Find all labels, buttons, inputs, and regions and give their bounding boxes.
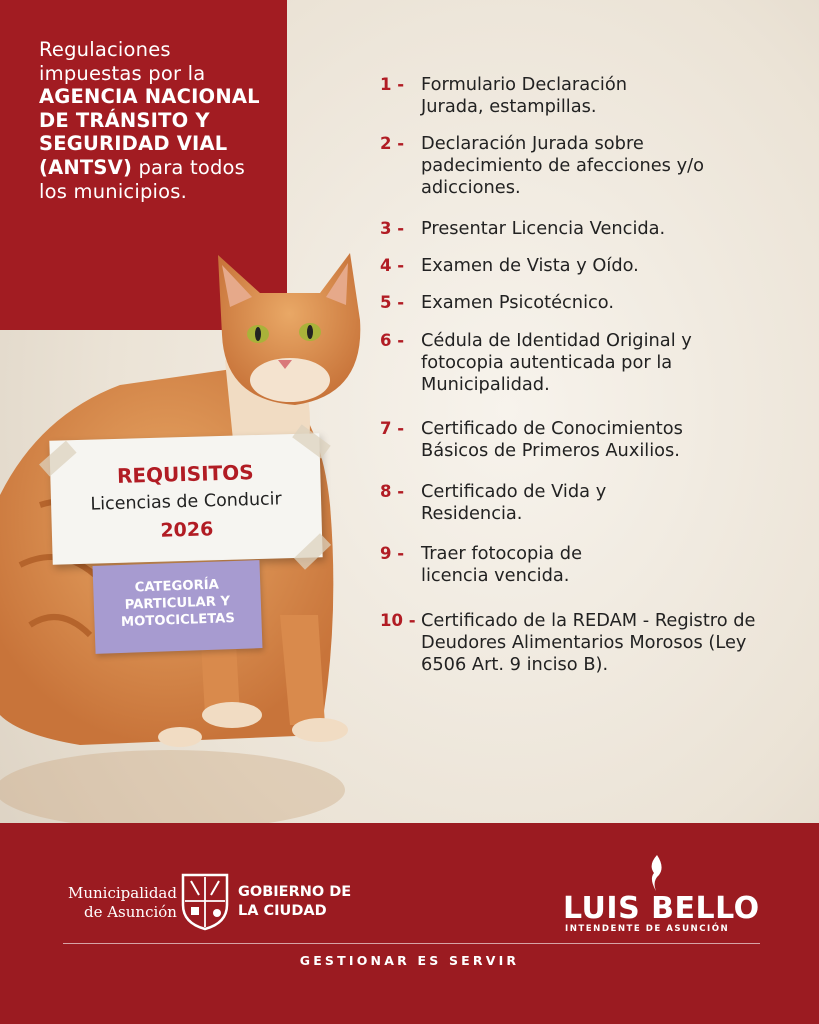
municipality-name (68, 884, 177, 922)
requirement-text: Presentar Licencia Vencida. (421, 218, 666, 239)
requirement-item (380, 418, 780, 462)
requirement-text: Certificado de la REDAM - Registro de Deudores Alimentarios Morosos (Ley 6506 Art. 9 inciso B). (421, 610, 756, 675)
footer (0, 823, 819, 1024)
note-subtitle: Licencias de Conducir (90, 489, 282, 515)
note-year: 2026 (160, 518, 214, 542)
slogan: GESTIONAR ES SERVIR (299, 953, 520, 968)
requirement-item (380, 133, 780, 199)
requirement-number: 10 - (380, 611, 416, 630)
flame-icon (646, 853, 668, 893)
requirement-text: Formulario Declaración Jurada, estampillas. (421, 74, 627, 117)
requirement-number: 9 - (380, 544, 405, 563)
coat-of-arms-icon (179, 871, 231, 931)
intro-line-b: para todos los municipios. (39, 155, 246, 203)
note-title: REQUISITOS (116, 460, 254, 488)
requirement-text: Declaración Jurada sobre padecimiento de afecciones y/o adicciones. (421, 133, 704, 198)
requirement-number: 3 - (380, 219, 405, 238)
requirement-number: 2 - (380, 134, 405, 153)
requirement-text: Certificado de Conocimientos Básicos de Primeros Auxilios. (421, 418, 683, 461)
requirement-number: 1 - (380, 75, 405, 94)
requirement-item (380, 481, 780, 525)
gov-line1: GOBIERNO DE (238, 884, 352, 900)
intro-line-a: Regulaciones impuestas por la (39, 38, 206, 85)
requirement-text: Certificado de Vida y Residencia. (421, 481, 607, 524)
requirement-number: 7 - (380, 419, 405, 438)
requirement-number: 5 - (380, 293, 405, 312)
requirement-text: Cédula de Identidad Original y fotocopia autenticada por la Municipalidad. (421, 330, 692, 395)
requirement-item (380, 255, 780, 277)
requirement-item (380, 610, 780, 676)
requirement-item (380, 292, 780, 314)
requirement-text: Examen de Vista y Oído. (421, 255, 639, 276)
intro-text (39, 38, 267, 203)
requirement-number: 6 - (380, 331, 405, 350)
agency-name: AGENCIA NACIONAL DE TRÁNSITO Y SEGURIDAD VIAL (ANTSV) (39, 85, 260, 179)
requirement-text: Traer fotocopia de licencia vencida. (421, 543, 583, 586)
requirements-note (49, 433, 322, 564)
brand-subtitle: INTENDENTE DE ASUNCIÓN (565, 924, 730, 934)
city-government-name (238, 883, 351, 921)
municipality-line1: Municipalidad (68, 884, 177, 902)
footer-divider (63, 943, 760, 944)
requirement-item (380, 74, 780, 118)
category-line: CATEGORÍA (134, 577, 220, 596)
requirements-list (380, 74, 780, 676)
requirement-item (380, 218, 780, 240)
category-line: MOTOCICLETAS (120, 611, 236, 630)
gov-line2: LA CIUDAD (238, 903, 327, 919)
requirement-text: Examen Psicotécnico. (421, 292, 614, 313)
requirement-item (380, 330, 780, 396)
brand-name: LUIS BELLO (563, 891, 760, 926)
requirement-item (380, 543, 780, 587)
category-line: PARTICULAR Y (124, 594, 231, 613)
category-badge (93, 560, 263, 654)
requirement-number: 4 - (380, 256, 405, 275)
requirement-number: 8 - (380, 482, 405, 501)
municipality-line2: de Asunción (83, 903, 177, 921)
